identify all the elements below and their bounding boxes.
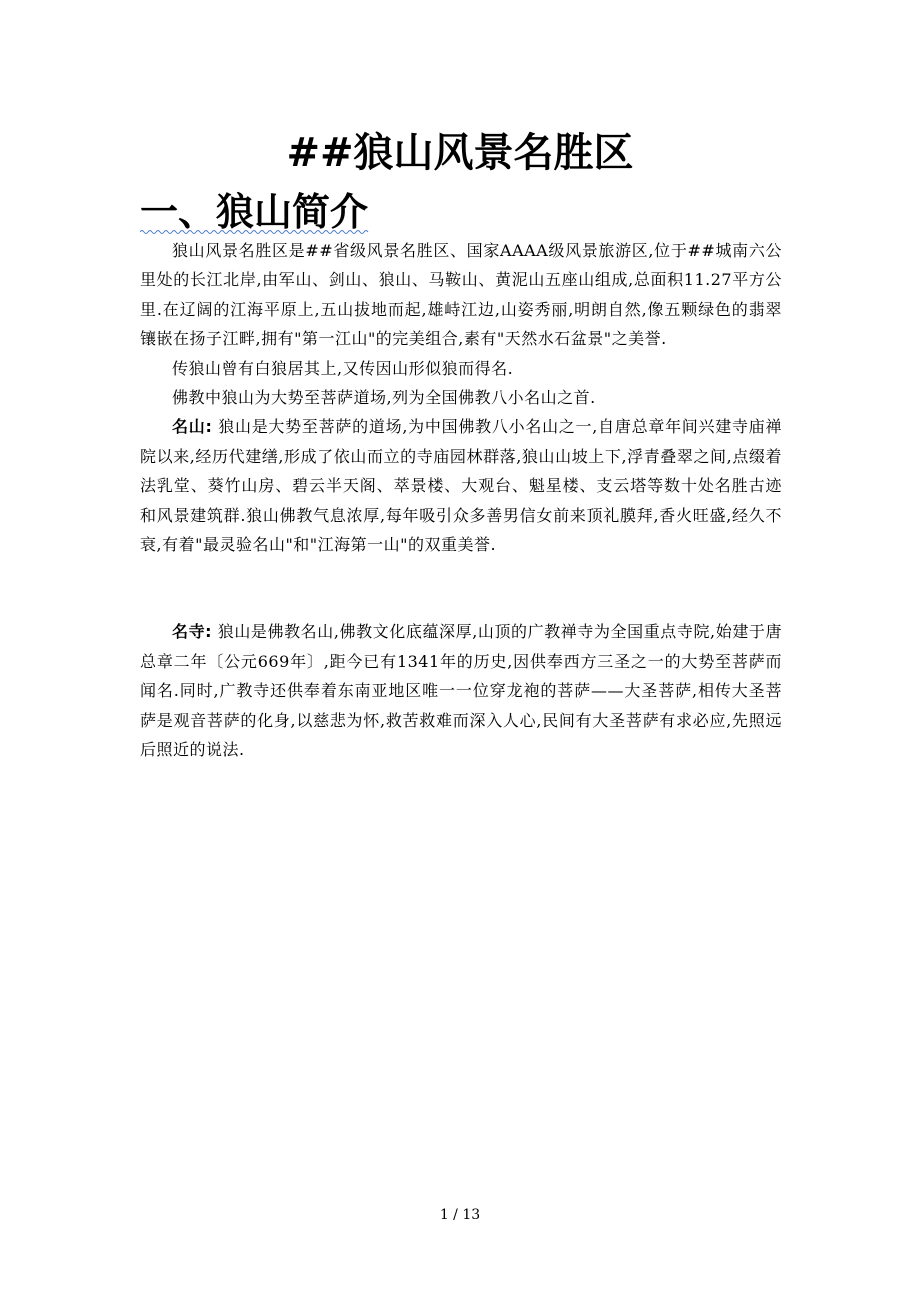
- paragraph-text: 狼山风景名胜区是##省级风景名胜区、国家AAAA级风景旅游区,位于##城南六公里处的长江北岸,由军山、剑山、狼山、马鞍山、黄泥山五座山组成,总面积11.27平方公里.在辽阔的江海平原上,五山拔地而起,雄峙江边,山姿秀丽,明朗自然,像五颗绿色的翡翠镶嵌在扬子江畔,拥有"第一江山"的完美组合,素有"天然水石盆景"之美誉.: [140, 241, 782, 349]
- paragraph: [140, 412, 782, 559]
- document-title: ##狼山风景名胜区: [286, 130, 634, 176]
- page-number: 1 / 13: [439, 1207, 481, 1223]
- paragraph-text: 狼山是大势至菩萨的道场,为中国佛教八小名山之一,自唐总章年间兴建寺庙禅院以来,经历代建缮,形成了依山而立的寺庙园林群落,狼山山坡上下,浮青叠翠之间,点缀着法乳堂、葵竹山房、碧云半天阁、萃景楼、大观台、魁星楼、支云塔等数十处名胜古迹和风景建筑群.狼山佛教气息浓厚,每年吸引众多善男信女前来顶礼膜拜,香火旺盛,经久不衰,有着"最灵验名山"和"江海第一山"的双重美誉.: [140, 417, 783, 555]
- document-body: [140, 236, 782, 765]
- paragraph-label: 名寺:: [172, 622, 213, 642]
- paragraph: [140, 354, 782, 383]
- spellcheck-underline: [140, 229, 370, 235]
- paragraph: [140, 383, 782, 412]
- paragraph: [140, 617, 782, 764]
- paragraph-label: 名山:: [172, 417, 213, 437]
- paragraph: [140, 236, 782, 354]
- section-heading: 一、狼山简介: [140, 190, 369, 234]
- paragraph-text: 传狼山曾有白狼居其上,又传因山形似狼而得名.: [172, 358, 514, 378]
- paragraph-text: 佛教中狼山为大势至菩萨道场,列为全国佛教八小名山之首.: [172, 388, 596, 408]
- paragraph-spacer: [140, 559, 782, 617]
- paragraph-text: 狼山是佛教名山,佛教文化底蕴深厚,山顶的广教禅寺为全国重点寺院,始建于唐总章二年〔公元669年〕,距今已有1341年的历史,因供奉西方三圣之一的大势至菩萨而闻名.同时,广教寺还供奉着东南亚地区唯一一位穿龙袍的菩萨——大圣菩萨,相传大圣菩萨是观音菩萨的化身,以慈悲为怀,救苦救难而深入人心,民间有大圣菩萨有求必应,先照远后照近的说法.: [140, 622, 782, 760]
